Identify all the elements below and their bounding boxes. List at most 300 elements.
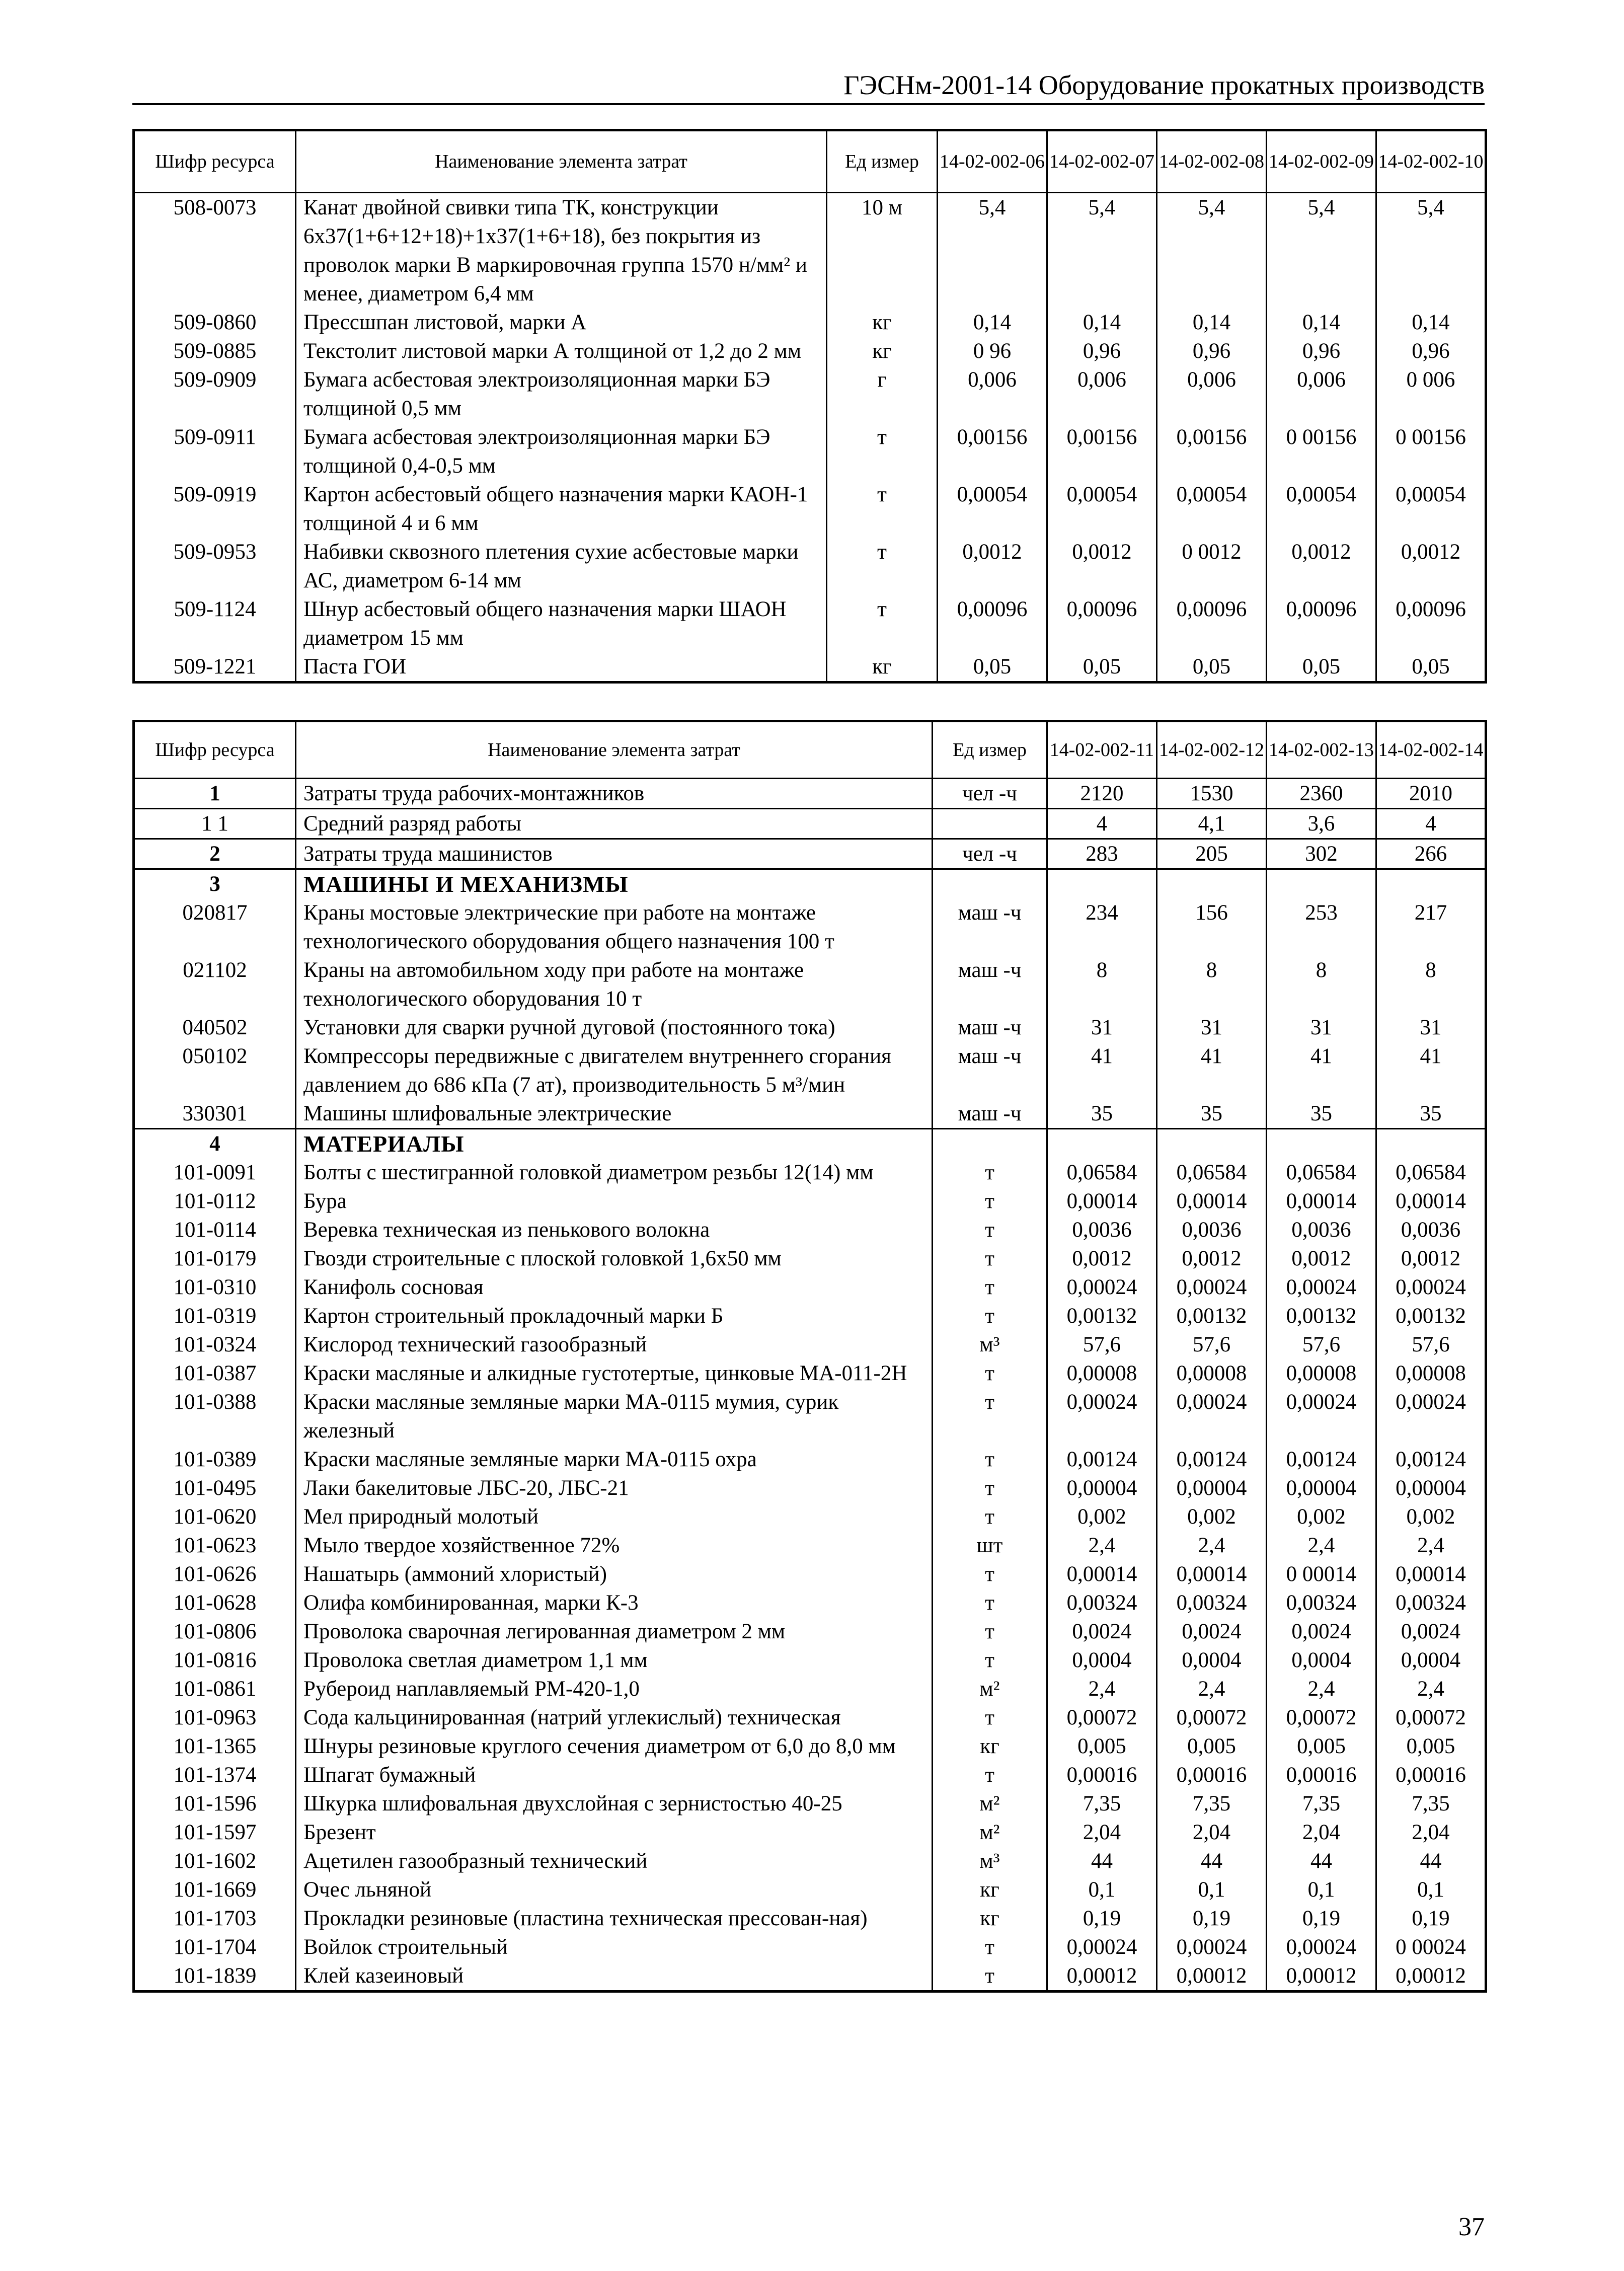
resource-table-2 xyxy=(132,720,1487,1993)
resource-unit: маш -ч xyxy=(933,1042,1047,1099)
norm-value: 0,00096 xyxy=(1047,595,1157,652)
resource-unit: кг xyxy=(827,308,938,337)
norm-value: 0,00054 xyxy=(1157,480,1267,538)
norm-value: 0,00024 xyxy=(1267,1388,1376,1445)
resource-name: Кислород технический газообразный xyxy=(296,1330,933,1359)
norm-value: 0,0004 xyxy=(1267,1646,1376,1675)
resource-name: Болты с шестигранной головкой диаметром резьбы 12(14) мм xyxy=(296,1158,933,1187)
resource-unit: т xyxy=(827,538,938,595)
norm-value: 253 xyxy=(1267,898,1376,956)
resource-code: 3 xyxy=(134,869,296,899)
resource-unit: т xyxy=(933,1502,1047,1531)
resource-unit: маш -ч xyxy=(933,1099,1047,1129)
norm-value: 2,4 xyxy=(1157,1531,1267,1560)
norm-value: 0,00014 xyxy=(1047,1560,1157,1588)
resource-name: Веревка техническая из пенькового волокна xyxy=(296,1216,933,1244)
norm-value xyxy=(1267,869,1376,899)
norm-value: 0,00008 xyxy=(1047,1359,1157,1388)
resource-code: 101-0620 xyxy=(134,1502,296,1531)
resource-name: Шнур асбестовый общего назначения марки ШАОН диаметром 15 мм xyxy=(296,595,827,652)
norm-value: 0,00016 xyxy=(1267,1761,1376,1789)
resource-code: 509-0909 xyxy=(134,365,296,423)
norm-value: 35 xyxy=(1047,1099,1157,1129)
norm-value: 31 xyxy=(1376,1013,1486,1042)
resource-unit: т xyxy=(933,1158,1047,1187)
resource-unit: маш -ч xyxy=(933,1013,1047,1042)
resource-name: Машины шлифовальные электрические xyxy=(296,1099,933,1129)
norm-value: 0,19 xyxy=(1047,1904,1157,1933)
norm-value: 0,0012 xyxy=(938,538,1047,595)
resource-unit: маш -ч xyxy=(933,898,1047,956)
table-row xyxy=(134,1560,1486,1588)
norm-value: 57,6 xyxy=(1157,1330,1267,1359)
table-row xyxy=(134,423,1486,480)
norm-value: 0,005 xyxy=(1376,1732,1486,1761)
resource-name: Текстолит листовой марки А толщиной от 1,2 до 2 мм xyxy=(296,337,827,365)
norm-value: 57,6 xyxy=(1376,1330,1486,1359)
resource-code: 101-0112 xyxy=(134,1187,296,1216)
norm-value: 156 xyxy=(1157,898,1267,956)
resource-name: Затраты труда рабочих-монтажников xyxy=(296,779,933,809)
norm-value: 0,00012 xyxy=(1376,1961,1486,1992)
resource-name: Рубероид наплавляемый РМ-420-1,0 xyxy=(296,1675,933,1703)
table-row xyxy=(134,1359,1486,1388)
norm-value: 44 xyxy=(1047,1847,1157,1875)
norm-value: 0,00004 xyxy=(1157,1474,1267,1502)
table-row xyxy=(134,1847,1486,1875)
norm-value: 0,0024 xyxy=(1376,1617,1486,1646)
table-row xyxy=(134,1502,1486,1531)
resource-name: Бумага асбестовая электроизоляционная марки БЭ толщиной 0,4-0,5 мм xyxy=(296,423,827,480)
resource-unit: кг xyxy=(827,337,938,365)
page-header-title: ГЭСНм-2001-14 Оборудование прокатных производств xyxy=(843,70,1485,100)
table-row xyxy=(134,1302,1486,1330)
norm-value: 0,00014 xyxy=(1047,1187,1157,1216)
resource-name: Установки для сварки ручной дуговой (постоянного тока) xyxy=(296,1013,933,1042)
norm-value: 0,00012 xyxy=(1157,1961,1267,1992)
norm-value: 0,1 xyxy=(1267,1875,1376,1904)
norm-value: 0,006 xyxy=(1157,365,1267,423)
norm-value: 0,00124 xyxy=(1376,1445,1486,1474)
norm-value: 0,00024 xyxy=(1157,1273,1267,1302)
norm-value: 0,00012 xyxy=(1047,1961,1157,1992)
norm-value: 2120 xyxy=(1047,779,1157,809)
table-row xyxy=(134,193,1486,309)
resource-code: 020817 xyxy=(134,898,296,956)
table-row xyxy=(134,1042,1486,1099)
norm-value: 0,0012 xyxy=(1047,538,1157,595)
norm-value: 2360 xyxy=(1267,779,1376,809)
norm-value: 0,006 xyxy=(938,365,1047,423)
norm-value xyxy=(1157,869,1267,899)
norm-value: 0,00016 xyxy=(1157,1761,1267,1789)
col-header-norm: 14-02-002-07 xyxy=(1047,130,1157,193)
norm-value: 0,00324 xyxy=(1267,1588,1376,1617)
norm-value: 2,4 xyxy=(1047,1675,1157,1703)
norm-value: 8 xyxy=(1267,956,1376,1013)
norm-value: 0,19 xyxy=(1376,1904,1486,1933)
norm-value: 5,4 xyxy=(1157,193,1267,309)
col-header-norm: 14-02-002-11 xyxy=(1047,721,1157,779)
table-row xyxy=(134,337,1486,365)
norm-value: 0,0012 xyxy=(1047,1244,1157,1273)
norm-value: 2,4 xyxy=(1047,1531,1157,1560)
norm-value: 0,00132 xyxy=(1157,1302,1267,1330)
resource-unit: т xyxy=(827,480,938,538)
norm-value: 234 xyxy=(1047,898,1157,956)
resource-unit: т xyxy=(933,1273,1047,1302)
norm-value: 0,0024 xyxy=(1157,1617,1267,1646)
norm-value: 0 00156 xyxy=(1267,423,1376,480)
norm-value: 0,00024 xyxy=(1157,1388,1267,1445)
norm-value: 0,002 xyxy=(1376,1502,1486,1531)
norm-value: 0,0024 xyxy=(1047,1617,1157,1646)
norm-value: 0,0004 xyxy=(1157,1646,1267,1675)
norm-value: 0,00324 xyxy=(1047,1588,1157,1617)
resource-code: 509-0885 xyxy=(134,337,296,365)
resource-code: 509-1221 xyxy=(134,652,296,683)
norm-value: 44 xyxy=(1376,1847,1486,1875)
resource-name: Шкурка шлифовальная двухслойная с зернистостью 40-25 xyxy=(296,1789,933,1818)
col-header-norm: 14-02-002-09 xyxy=(1267,130,1376,193)
resource-unit: т xyxy=(827,423,938,480)
resource-name: Шнуры резиновые круглого сечения диаметром от 6,0 до 8,0 мм xyxy=(296,1732,933,1761)
norm-value: 7,35 xyxy=(1047,1789,1157,1818)
resource-code: 101-1602 xyxy=(134,1847,296,1875)
norm-value: 2,4 xyxy=(1376,1675,1486,1703)
norm-value: 0,00124 xyxy=(1267,1445,1376,1474)
table-row xyxy=(134,1216,1486,1244)
col-header-unit: Ед измер xyxy=(827,130,938,193)
resource-name: Краны мостовые электрические при работе на монтаже технологического оборудования общего назначения 100 т xyxy=(296,898,933,956)
norm-value: 0,00004 xyxy=(1267,1474,1376,1502)
table-row xyxy=(134,595,1486,652)
norm-value: 217 xyxy=(1376,898,1486,956)
resource-code: 101-0806 xyxy=(134,1617,296,1646)
resource-unit: м³ xyxy=(933,1330,1047,1359)
table-row xyxy=(134,1675,1486,1703)
table-row xyxy=(134,1588,1486,1617)
norm-value: 0,0012 xyxy=(1157,1244,1267,1273)
resource-code: 050102 xyxy=(134,1042,296,1099)
resource-unit xyxy=(933,1129,1047,1159)
resource-code: 330301 xyxy=(134,1099,296,1129)
norm-value: 0,00072 xyxy=(1157,1703,1267,1732)
resource-name: Компрессоры передвижные с двигателем внутреннего сгорания давлением до 686 кПа (7 ат), производительность 5 м³/мин xyxy=(296,1042,933,1099)
norm-value: 0,00014 xyxy=(1157,1187,1267,1216)
resource-code: 509-0919 xyxy=(134,480,296,538)
col-header-norm: 14-02-002-08 xyxy=(1157,130,1267,193)
norm-value: 0,00132 xyxy=(1267,1302,1376,1330)
resource-code: 101-0628 xyxy=(134,1588,296,1617)
norm-value: 0,00324 xyxy=(1157,1588,1267,1617)
resource-name: Войлок строительный xyxy=(296,1933,933,1961)
resource-unit xyxy=(933,809,1047,839)
table-row xyxy=(134,1933,1486,1961)
norm-value: 0,00008 xyxy=(1376,1359,1486,1388)
norm-value: 31 xyxy=(1157,1013,1267,1042)
norm-value: 0,1 xyxy=(1376,1875,1486,1904)
resource-name: Мел природный молотый xyxy=(296,1502,933,1531)
norm-value: 0,1 xyxy=(1157,1875,1267,1904)
norm-value: 0,00096 xyxy=(1267,595,1376,652)
table-row xyxy=(134,1013,1486,1042)
resource-code: 101-0388 xyxy=(134,1388,296,1445)
resource-unit: г xyxy=(827,365,938,423)
norm-value: 0,00132 xyxy=(1047,1302,1157,1330)
norm-value: 0,00024 xyxy=(1376,1273,1486,1302)
norm-value: 0 00156 xyxy=(1376,423,1486,480)
norm-value: 0,19 xyxy=(1267,1904,1376,1933)
resource-unit: т xyxy=(933,1761,1047,1789)
norm-value: 0,00024 xyxy=(1267,1933,1376,1961)
norm-value: 0,002 xyxy=(1047,1502,1157,1531)
norm-value: 4 xyxy=(1047,809,1157,839)
norm-value: 0,0036 xyxy=(1047,1216,1157,1244)
norm-value: 0,0012 xyxy=(1376,1244,1486,1273)
norm-value: 0,0036 xyxy=(1267,1216,1376,1244)
norm-value: 2010 xyxy=(1376,779,1486,809)
table-row xyxy=(134,365,1486,423)
resource-unit: чел -ч xyxy=(933,839,1047,869)
norm-value: 4,1 xyxy=(1157,809,1267,839)
resource-code: 509-0911 xyxy=(134,423,296,480)
norm-value: 0,00024 xyxy=(1157,1933,1267,1961)
resource-code: 021102 xyxy=(134,956,296,1013)
norm-value: 7,35 xyxy=(1157,1789,1267,1818)
table-row xyxy=(134,1875,1486,1904)
resource-table-1 xyxy=(132,129,1487,684)
norm-value: 0,00054 xyxy=(1376,480,1486,538)
resource-unit: т xyxy=(827,595,938,652)
resource-code: 101-0963 xyxy=(134,1703,296,1732)
resource-name: Картон строительный прокладочный марки Б xyxy=(296,1302,933,1330)
resource-code: 508-0073 xyxy=(134,193,296,309)
resource-code: 101-0389 xyxy=(134,1445,296,1474)
resource-code: 101-1365 xyxy=(134,1732,296,1761)
norm-value xyxy=(1047,869,1157,899)
norm-value: 2,04 xyxy=(1047,1818,1157,1847)
resource-code: 509-0953 xyxy=(134,538,296,595)
norm-value: 0,0012 xyxy=(1267,538,1376,595)
norm-value: 0,96 xyxy=(1157,337,1267,365)
resource-code: 509-1124 xyxy=(134,595,296,652)
resource-unit: маш -ч xyxy=(933,956,1047,1013)
norm-value: 0,00072 xyxy=(1267,1703,1376,1732)
norm-value: 0 00014 xyxy=(1267,1560,1376,1588)
norm-value: 0,002 xyxy=(1267,1502,1376,1531)
norm-value: 7,35 xyxy=(1267,1789,1376,1818)
norm-value: 8 xyxy=(1047,956,1157,1013)
norm-value: 8 xyxy=(1376,956,1486,1013)
table-row xyxy=(134,1904,1486,1933)
norm-value: 0,00016 xyxy=(1376,1761,1486,1789)
resource-unit: м³ xyxy=(933,1847,1047,1875)
resource-name: Прессшпан листовой, марки А xyxy=(296,308,827,337)
norm-value: 0,00012 xyxy=(1267,1961,1376,1992)
col-header-unit: Ед измер xyxy=(933,721,1047,779)
norm-value: 0,05 xyxy=(1157,652,1267,683)
norm-value: 0,00156 xyxy=(1157,423,1267,480)
table-row xyxy=(134,1617,1486,1646)
resource-name: Паста ГОИ xyxy=(296,652,827,683)
norm-value: 0,00024 xyxy=(1267,1273,1376,1302)
table-row xyxy=(134,1158,1486,1187)
resource-code: 101-0319 xyxy=(134,1302,296,1330)
page-number: 37 xyxy=(1458,2213,1485,2241)
norm-value: 0,05 xyxy=(1376,652,1486,683)
resource-code: 101-0495 xyxy=(134,1474,296,1502)
norm-value: 0,00024 xyxy=(1047,1273,1157,1302)
resource-code: 101-0861 xyxy=(134,1675,296,1703)
norm-value: 0,00014 xyxy=(1376,1560,1486,1588)
norm-value: 0,00024 xyxy=(1047,1388,1157,1445)
norm-value: 0,14 xyxy=(1047,308,1157,337)
resource-name: Средний разряд работы xyxy=(296,809,933,839)
resource-name: Сода кальцинированная (натрий углекислый) техническая xyxy=(296,1703,933,1732)
resource-code: 101-0626 xyxy=(134,1560,296,1588)
norm-value: 0,00004 xyxy=(1376,1474,1486,1502)
table-row xyxy=(134,839,1486,869)
resource-name: Олифа комбинированная, марки К-3 xyxy=(296,1588,933,1617)
norm-value: 0,0004 xyxy=(1376,1646,1486,1675)
resource-code: 509-0860 xyxy=(134,308,296,337)
resource-unit: т xyxy=(933,1961,1047,1992)
norm-value: 0,00008 xyxy=(1157,1359,1267,1388)
norm-value: 2,4 xyxy=(1267,1675,1376,1703)
resource-code: 040502 xyxy=(134,1013,296,1042)
norm-value: 41 xyxy=(1267,1042,1376,1099)
resource-code: 1 xyxy=(134,779,296,809)
resource-name: Канифоль сосновая xyxy=(296,1273,933,1302)
resource-name: МАШИНЫ И МЕХАНИЗМЫ xyxy=(296,869,933,899)
section-row xyxy=(134,1129,1486,1159)
resource-unit: м² xyxy=(933,1789,1047,1818)
resource-name: Гвозди строительные с плоской головкой 1,6х50 мм xyxy=(296,1244,933,1273)
norm-value: 0,96 xyxy=(1376,337,1486,365)
norm-value: 4 xyxy=(1376,809,1486,839)
norm-value: 35 xyxy=(1376,1099,1486,1129)
norm-value: 0,00054 xyxy=(1267,480,1376,538)
resource-name: Затраты труда машинистов xyxy=(296,839,933,869)
table-row xyxy=(134,538,1486,595)
resource-name: Нашатырь (аммоний хлористый) xyxy=(296,1560,933,1588)
resource-name: Клей казеиновый xyxy=(296,1961,933,1992)
resource-unit: т xyxy=(933,1560,1047,1588)
norm-value: 0,0012 xyxy=(1376,538,1486,595)
norm-value: 0,00054 xyxy=(1047,480,1157,538)
norm-value: 0,1 xyxy=(1047,1875,1157,1904)
table-row xyxy=(134,1244,1486,1273)
norm-value: 0 00024 xyxy=(1376,1933,1486,1961)
norm-value: 41 xyxy=(1376,1042,1486,1099)
table-row xyxy=(134,1818,1486,1847)
norm-value: 0,005 xyxy=(1267,1732,1376,1761)
norm-value: 57,6 xyxy=(1267,1330,1376,1359)
norm-value: 5,4 xyxy=(1267,193,1376,309)
norm-value: 41 xyxy=(1047,1042,1157,1099)
resource-name: Мыло твердое хозяйственное 72% xyxy=(296,1531,933,1560)
norm-value: 0,00014 xyxy=(1376,1187,1486,1216)
resource-code: 1 1 xyxy=(134,809,296,839)
table-row xyxy=(134,1330,1486,1359)
norm-value: 0,06584 xyxy=(1157,1158,1267,1187)
norm-value xyxy=(1376,869,1486,899)
table-row xyxy=(134,480,1486,538)
resource-unit: т xyxy=(933,1588,1047,1617)
resource-code: 101-0816 xyxy=(134,1646,296,1675)
resource-code: 101-0310 xyxy=(134,1273,296,1302)
norm-value: 0,14 xyxy=(1267,308,1376,337)
norm-value: 2,4 xyxy=(1376,1531,1486,1560)
col-header-name: Наименование элемента затрат xyxy=(296,721,933,779)
norm-value: 8 xyxy=(1157,956,1267,1013)
resource-name: Краны на автомобильном ходу при работе на монтаже технологического оборудования 10 т xyxy=(296,956,933,1013)
norm-value: 7,35 xyxy=(1376,1789,1486,1818)
table-row xyxy=(134,1099,1486,1129)
norm-value xyxy=(1047,1129,1157,1159)
resource-name: Бура xyxy=(296,1187,933,1216)
norm-value: 0,0036 xyxy=(1376,1216,1486,1244)
norm-value: 0,14 xyxy=(1157,308,1267,337)
resource-name: Лаки бакелитовые ЛБС-20, ЛБС-21 xyxy=(296,1474,933,1502)
resource-unit: т xyxy=(933,1474,1047,1502)
section-row xyxy=(134,869,1486,899)
col-header-norm: 14-02-002-14 xyxy=(1376,721,1486,779)
resource-code: 101-1704 xyxy=(134,1933,296,1961)
norm-value: 0,05 xyxy=(1267,652,1376,683)
table-2-body xyxy=(134,779,1486,1992)
table-row xyxy=(134,1388,1486,1445)
norm-value: 0,06584 xyxy=(1267,1158,1376,1187)
norm-value: 2,4 xyxy=(1267,1531,1376,1560)
norm-value: 205 xyxy=(1157,839,1267,869)
norm-value: 0,00324 xyxy=(1376,1588,1486,1617)
resource-name: МАТЕРИАЛЫ xyxy=(296,1129,933,1159)
norm-value xyxy=(1376,1129,1486,1159)
norm-value: 0,00014 xyxy=(1267,1187,1376,1216)
table-row xyxy=(134,1703,1486,1732)
norm-value: 0,005 xyxy=(1047,1732,1157,1761)
norm-value: 0,00096 xyxy=(1157,595,1267,652)
norm-value: 0,05 xyxy=(938,652,1047,683)
col-header-norm: 14-02-002-12 xyxy=(1157,721,1267,779)
resource-unit: т xyxy=(933,1216,1047,1244)
norm-value: 0,00024 xyxy=(1376,1388,1486,1445)
resource-code: 101-1839 xyxy=(134,1961,296,1992)
norm-value: 0,00016 xyxy=(1047,1761,1157,1789)
resource-unit: т xyxy=(933,1388,1047,1445)
norm-value: 0,0012 xyxy=(1267,1244,1376,1273)
resource-unit: т xyxy=(933,1187,1047,1216)
table-row xyxy=(134,1273,1486,1302)
norm-value: 0 96 xyxy=(938,337,1047,365)
resource-name: Набивки сквозного плетения сухие асбестовые марки АС, диаметром 6-14 мм xyxy=(296,538,827,595)
norm-value: 1530 xyxy=(1157,779,1267,809)
norm-value: 0,00156 xyxy=(938,423,1047,480)
norm-value: 0,06584 xyxy=(1047,1158,1157,1187)
table-row xyxy=(134,956,1486,1013)
resource-name: Прокладки резиновые (пластина техническая прессован-ная) xyxy=(296,1904,933,1933)
header-rule xyxy=(132,103,1485,105)
col-header-norm: 14-02-002-10 xyxy=(1376,130,1486,193)
resource-name: Краски масляные и алкидные густотертые, цинковые МА-011-2Н xyxy=(296,1359,933,1388)
resource-code: 101-0179 xyxy=(134,1244,296,1273)
norm-value: 0,00132 xyxy=(1376,1302,1486,1330)
resource-unit: т xyxy=(933,1445,1047,1474)
norm-value: 302 xyxy=(1267,839,1376,869)
norm-value: 5,4 xyxy=(1047,193,1157,309)
